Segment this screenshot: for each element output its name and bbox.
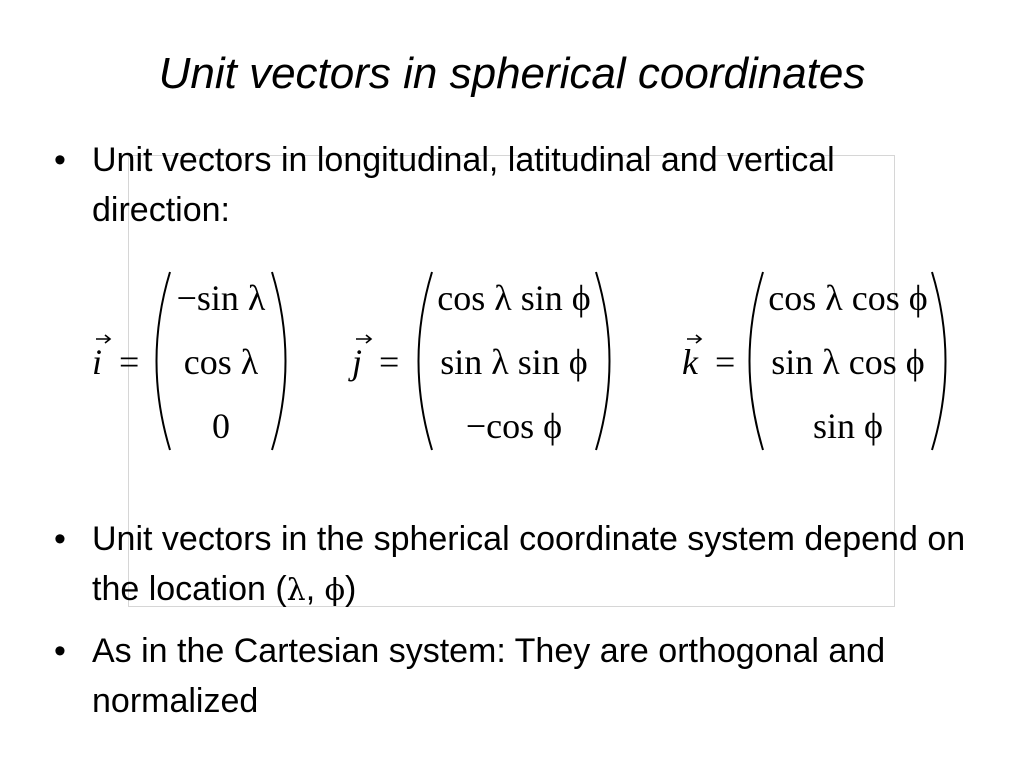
vector-i-component-3: 0	[212, 406, 230, 446]
bullet-item-3	[54, 626, 974, 726]
slide-title: Unit vectors in spherical coordinates	[158, 49, 866, 98]
vector-i-label	[92, 342, 139, 382]
vector-k-equals: =	[714, 342, 736, 382]
lambda-symbol: λ	[286, 573, 306, 608]
bullet-text-start: Unit vectors in the spherical coordinate system depend on the location (	[92, 520, 966, 608]
bullet-text: Unit vectors in longitudinal, latitudinal and vertical direction:	[92, 141, 835, 229]
vector-k-symbol: k	[682, 342, 698, 382]
paren-right-i	[272, 272, 286, 450]
bullet-item-2	[54, 514, 974, 616]
vector-i-component-1: −sin λ	[176, 278, 266, 318]
bullet-marker: •	[54, 141, 66, 179]
bullet-text-end: )	[345, 570, 357, 608]
vector-i-component-2: cos λ	[183, 342, 259, 382]
bullet-text: As in the Cartesian system: They are orthogonal and normalized	[92, 632, 886, 720]
phi-symbol: ϕ	[324, 573, 346, 608]
vector-k-component-1: cos λ cos ϕ	[768, 278, 928, 318]
bullet-marker: •	[54, 632, 66, 670]
vector-j-label	[352, 342, 399, 382]
paren-right-j	[596, 272, 610, 450]
vector-j-component-2: sin λ sin ϕ	[440, 342, 588, 382]
vector-k-component-3: sin ϕ	[813, 406, 883, 446]
coordinate-separator: ,	[305, 570, 325, 608]
paren-left-j	[419, 272, 433, 450]
paren-left-k	[750, 272, 764, 450]
vector-j-symbol: j	[352, 342, 363, 382]
vector-k-label	[682, 342, 735, 382]
vector-j-component-1: cos λ sin ϕ	[437, 278, 591, 318]
vector-j-equals: =	[379, 342, 400, 382]
vector-j-component-3: −cos ϕ	[465, 406, 563, 446]
vector-i-symbol: i	[92, 342, 103, 382]
unit-vector-equations	[0, 266, 1024, 456]
bullet-item-1	[54, 135, 974, 235]
bullet-marker: •	[54, 520, 66, 558]
vector-k-component-2: sin λ cos ϕ	[771, 342, 925, 382]
paren-right-k	[932, 272, 946, 450]
paren-left-i	[157, 272, 171, 450]
bullet-text	[92, 514, 974, 616]
vector-i-equals: =	[119, 342, 140, 382]
